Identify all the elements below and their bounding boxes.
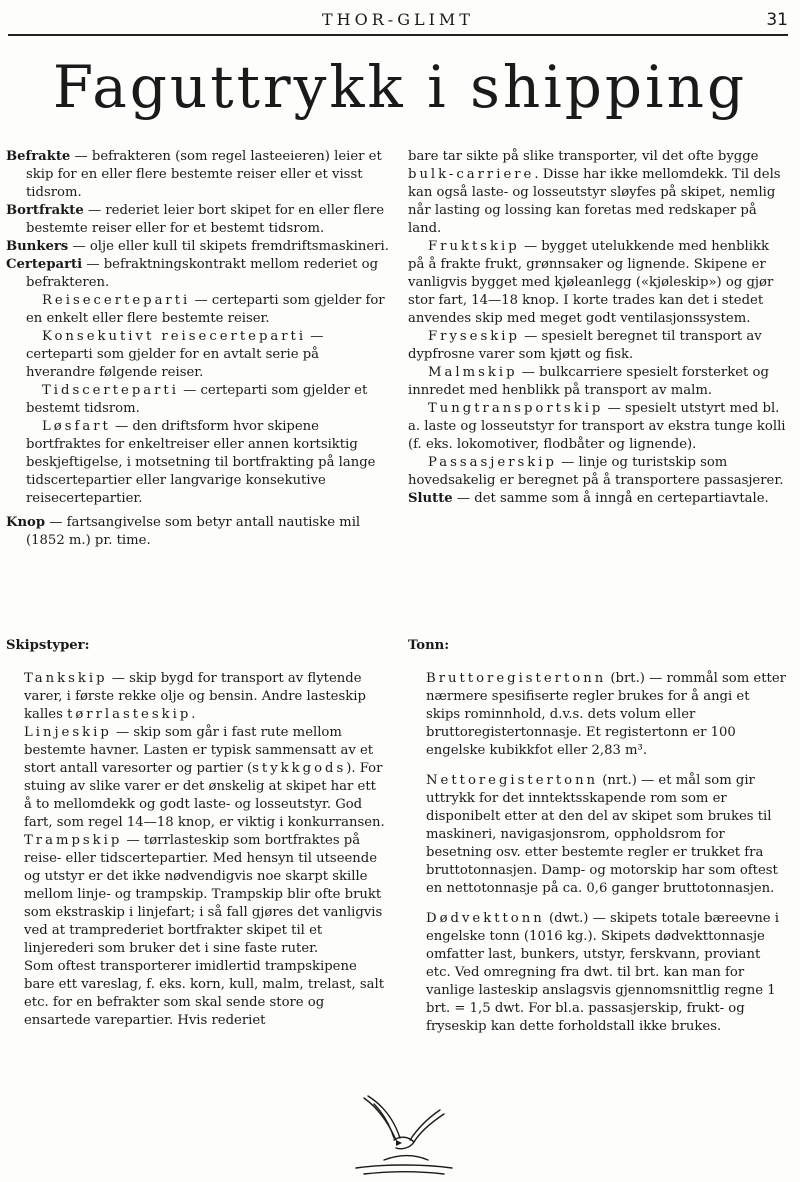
page-header [8,4,788,36]
entry-dodvekttonn: Dødvekttonn (dwt.) — skipets totale bæreevne i engelske tonn (1016 kg.). Skipets dødvekttonnasje omfatter last, bunkers, utstyr, ferskvann, proviant etc. Ved omregning fra dwt. til brt. kan man for vanlige lasteskip anslagsvis gjennomsnittlig regne 1 brt. = 1,5 dwt. For bl.a. passasjerskip, frukt- og fryseskip kan dette forholdstall ikke brukes. [426,911,780,1034]
trampskip-continued: Som oftest transporterer imidlertid trampskipene bare ett vareslag, f. eks. korn, kull, malm, trelast, salt etc. for en befrakter som skal sende store og ensartede varepartier. Hvis rederiet [24,959,385,1028]
heading-tonn: Tonn: [408,638,450,653]
entry-bortfrakte: Bortfrakte — rederiet leier bort skipet for en eller flere bestemte reiser eller for et bestemt tidsrom. [6,203,385,236]
entry-tidscerteparti: Tidscerteparti — certeparti som gjelder et bestemt tidsrom. [26,383,368,416]
entry-bruttoregistertonn: Bruttoregistertonn (brt.) — rommål som etter nærmere spesifiserte regler brukes for å angi et skips rominnhold, d.v.s. dets volum eller bruttoregistertonnasje. Et registertonn er 100 engelske kubikkfot eller 2,83 m³. [426,671,786,758]
entry-bunkers: Bunkers — olje eller kull til skipets fremdriftsmaskineri. [6,239,389,254]
entry-certeparti: Certeparti — befraktningskontrakt mellom rederiet og befrakteren. [6,257,379,290]
entry-fruktskip: Fruktskip — bygget utelukkende med henblikk på å frakte frukt, grønnsaker og lignende. Skipene er vanligvis bygget med kjøleanlegg («kjøleskip») og gjør stor fart, 14—18 knop. I korte trades kan det i stedet anvendes skip med meget godt ventilasjonssystem. [408,239,774,326]
entry-nettoregistertonn: Nettoregistertonn (nrt.) — et mål som gir uttrykk for det inntektsskapende rom som er disponibelt etter at den del av skipet som brukes til maskineri, navigasjonsrom, oppholdsrom for besetning osv. etter bestemte regler er trukket fra bruttotonnasjen. Damp- og motorskip har som oftest en nettotonnasje på ca. 0,6 ganger bruttotonnasjen. [426,773,778,896]
entry-slutte: Slutte — det samme som å inngå en certepartiavtale. [408,491,769,506]
entry-knop: Knop — fartsangivelse som betyr antall nautiske mil (1852 m.) pr. time. [6,515,361,548]
entry-losfart: Løsfart — den driftsform hvor skipene bortfraktes for enkeltreiser eller annen kortsiktig beskjeftigelse, i motsetning til bortfrakting på lange tidscertepartier eller langvarige konsekutive reisecertepartier. [26,419,376,506]
tonn-body [426,670,786,1036]
entry-bulk-carriere: bare tar sikte på slike transporter, vil det ofte bygge bulk-carriere. Disse har ikke mellomdekk. Til dels kan også laste- og losseutstyr sløyfes på skipet, nemlig når lasting og lossing kan foretas med redskaper på land. [408,149,781,236]
entry-trampskip: Trampskip — tørrlasteskip som bortfraktes på reise- eller tidscertepartier. Med hensyn til utseende og utstyr er det ikke nødvendigvis noe skarpt skille mellom linje- og trampskip. Trampskip blir ofte brukt som ekstraskip i linjefart; i så fall gjøres det vanligvis ved at tramprederiet bortfrakter skipet til et linjerederi som bruker det i sine faste ruter. [24,833,383,956]
entry-passasjerskip: Passasjerskip — linje og turistskip som hovedsakelig er beregnet på å transportere passasjerer. [408,455,784,488]
glossary-left-column [6,148,390,550]
glossary-right-column [408,148,786,508]
entry-befrakte: Befrakte — befrakteren (som regel lasteeieren) leier et skip for en eller flere bestemte reiser eller et visst tidsrom. [6,149,382,200]
entry-fryseskip: Fryseskip — spesielt beregnet til transport av dypfrosne varer som kjøtt og fisk. [408,329,762,362]
entry-tankskip: Tankskip — skip bygd for transport av flytende varer, i første rekke olje og bensin. Andre lasteskip kalles tørrlasteskip. [24,671,366,722]
heading-skipstyper: Skipstyper: [6,638,90,653]
skipstyper-body [24,670,386,1030]
article-title: Faguttrykk i shipping [52,53,748,121]
entry-malmskip: Malmskip — bulkcarriere spesielt forsterket og innredet med henblikk på transport av malm. [408,365,769,398]
page-number: 31 [766,10,788,30]
entry-konsekutivt: Konsekutivt reisecerteparti — certeparti som gjelder for en avtalt serie på hverandre følgende reiser. [26,329,324,380]
seagull-vignette [344,1088,464,1178]
entry-reisecerteparti: Reisecerteparti — certeparti som gjelder for en enkelt eller flere bestemte reiser. [26,293,385,326]
journal-name: THOR-GLIMT [322,10,474,29]
entry-linjeskip: Linjeskip — skip som går i fast rute mellom bestemte havner. Lasten er typisk sammensatt av et stort antall varesorter og partier (stykkgods). For stuing av slike varer er det ønskelig at skipet har ett å to mellomdekk og godt laste- og losseutstyr. God fart, som regel 14—18 knop, er viktig i konkurransen. [24,725,385,830]
entry-tungtransportskip: Tungtransportskip — spesielt utstyrt med bl. a. laste og losseutstyr for transport av ekstra tunge kolli (f. eks. lokomotiver, flodbåter og lignende). [408,401,786,452]
